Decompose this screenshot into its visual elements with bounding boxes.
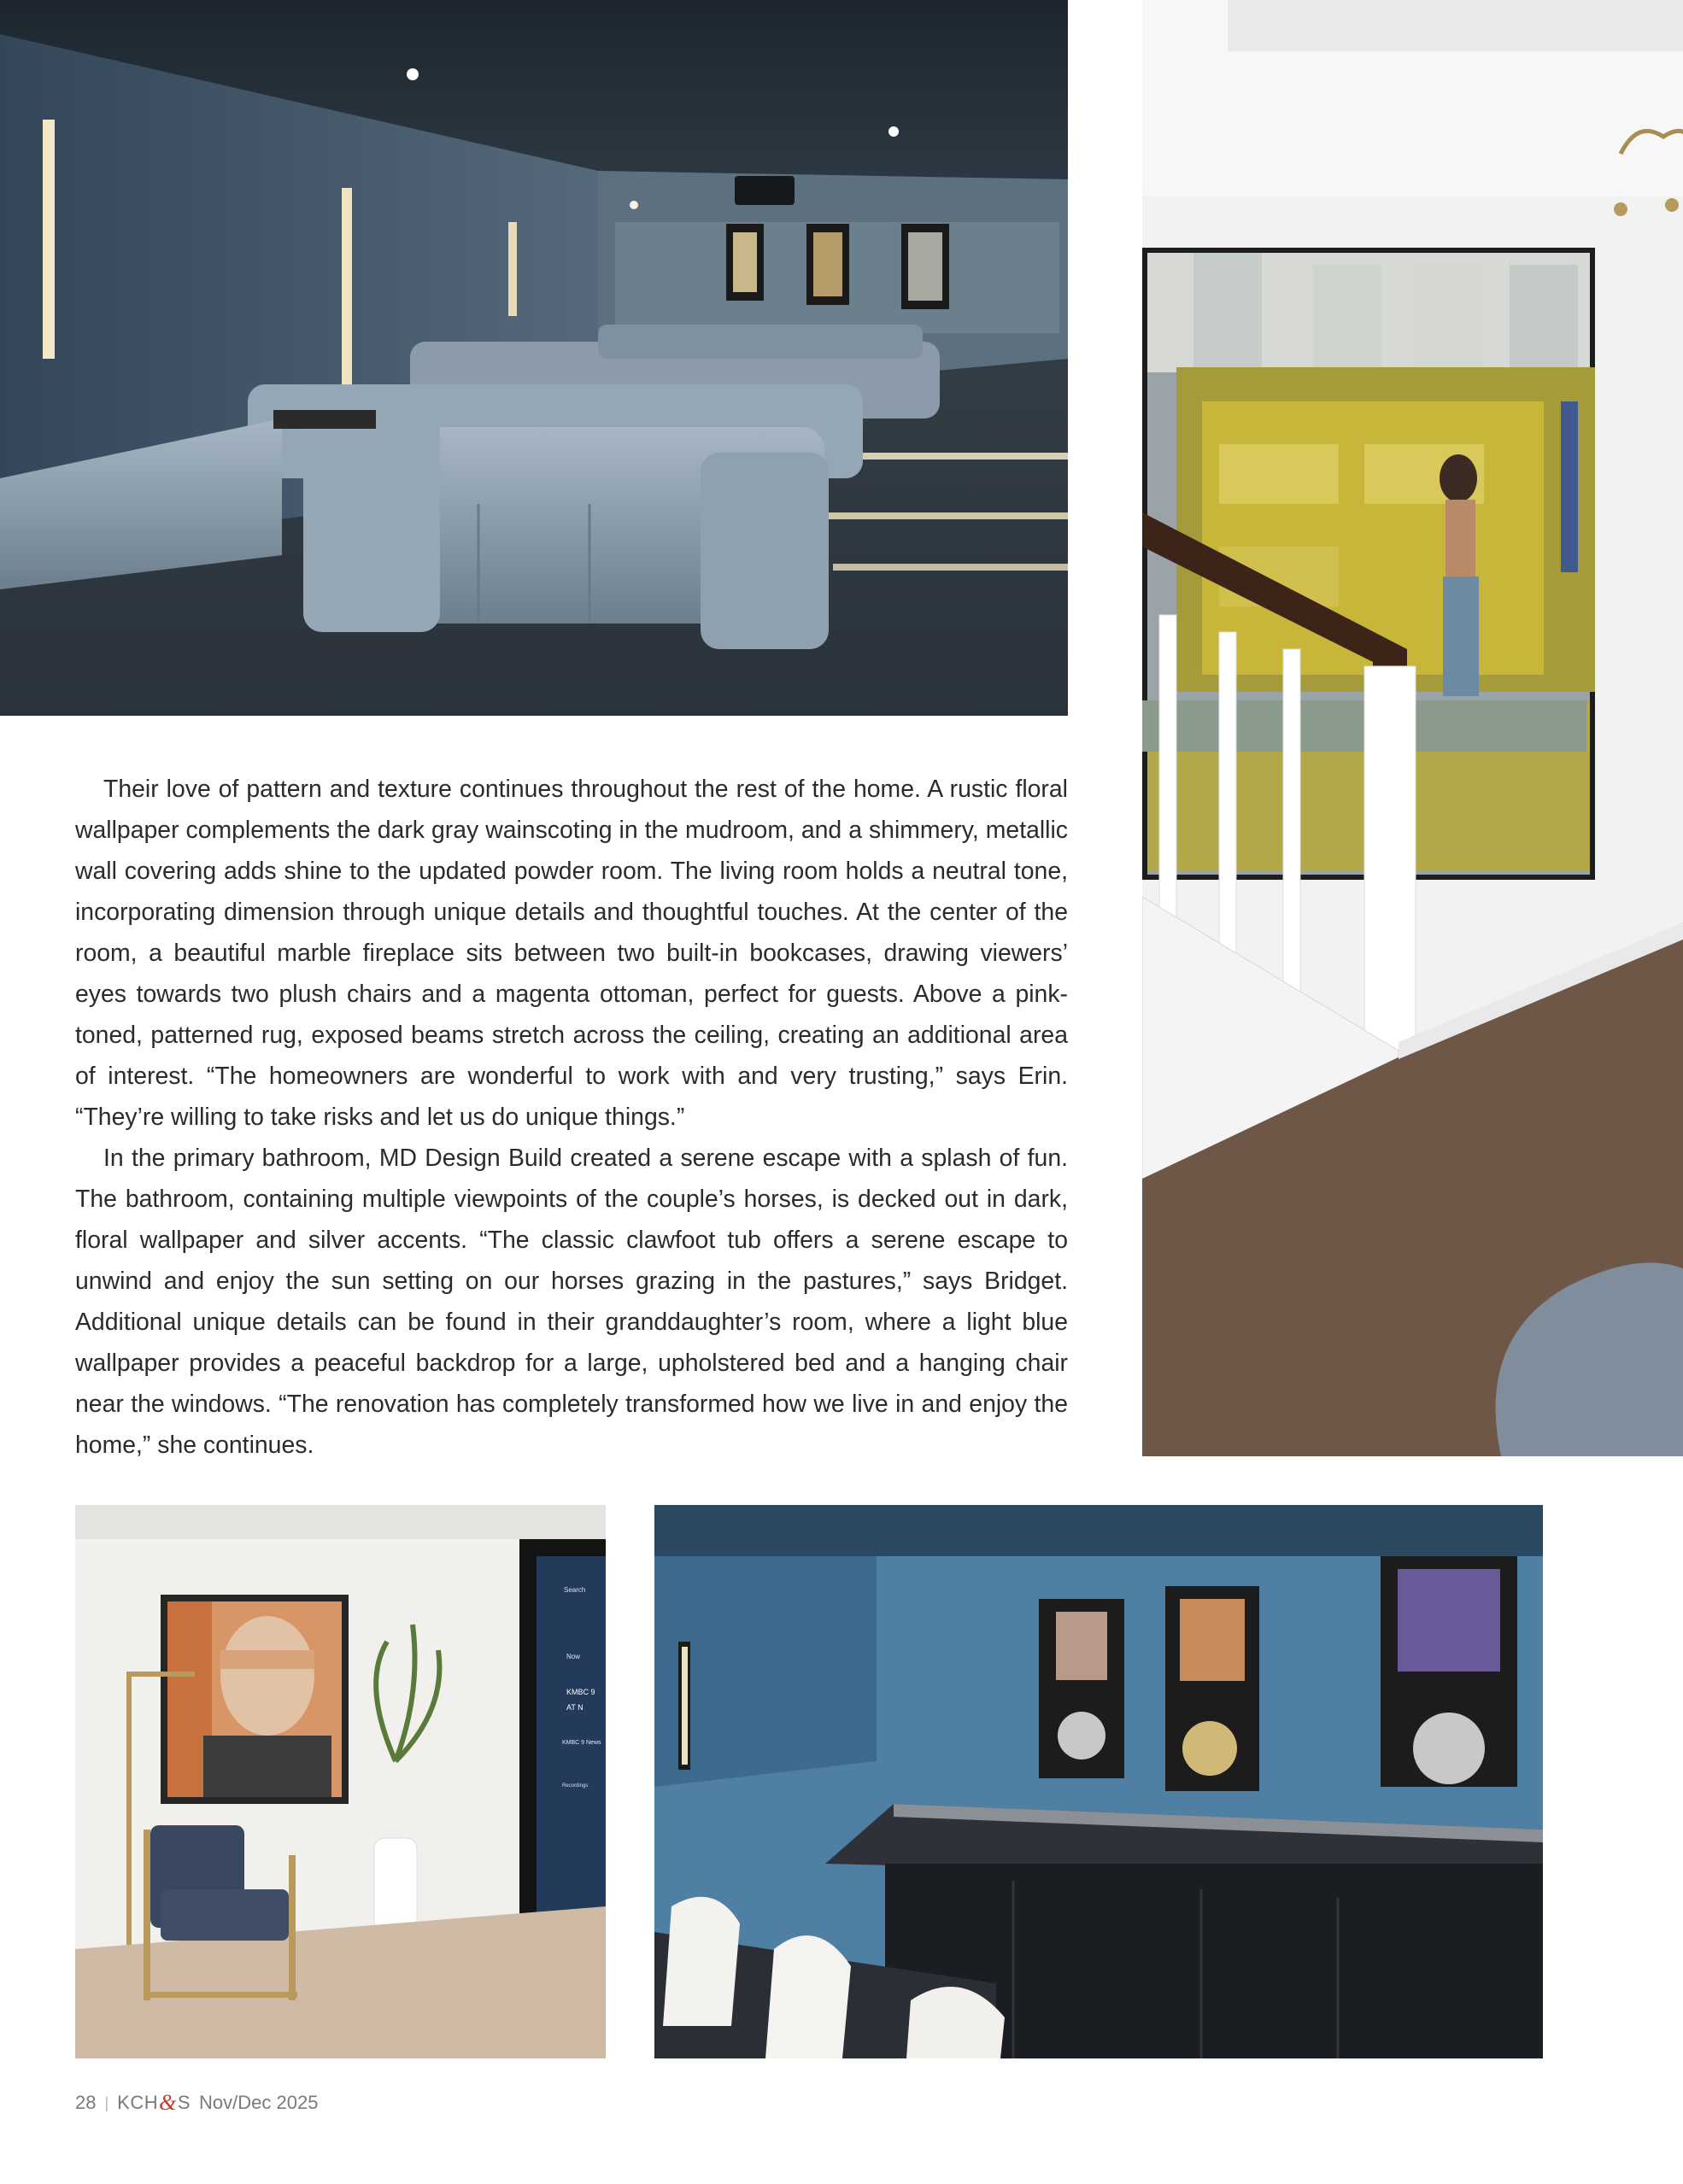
magazine-logo-prefix: KCH [117,2092,159,2113]
home-theater-photo [0,0,1068,716]
issue-date: Nov/Dec 2025 [199,2092,319,2113]
staircase-painting-photo [1142,0,1683,1456]
tv-screen-text-1: Search [564,1586,586,1594]
reading-nook-photo [75,1505,606,2058]
footer-separator: | [104,2093,109,2111]
page-number: 28 [75,2092,97,2113]
tv-screen-text-2: Now [566,1653,581,1660]
article-paragraph-1: Their love of pattern and texture continues throughout the rest of the home. A rustic floral wallpaper complements the dark gray wainscoting in the mudroom, and a shimmery, metallic wall covering adds shine to the updated powder room. The living room holds a neutral tone, incorporating dimension through unique details and thoughtful touches. At the center of the room, a beautiful marble fireplace sits between two built-in bookcases, drawing viewers’ eyes towards two plush chairs and a magenta ottoman, perfect for guests. Above a pink-toned, patterned rug, exposed beams stretch across the ceiling, creating an additional area of interest. “The homeowners are wonderful to work with and very trusting,” says Erin. “They’re willing to take risks and let us do unique things.” [75,776,1068,1131]
tv-screen-text-5: KMBC 9 News [562,1740,601,1746]
page-footer [75,2090,318,2116]
magazine-logo-swash: & [159,2090,177,2115]
article-body [75,769,1068,1466]
magazine-logo [117,2090,191,2116]
tv-screen-text-4: AT N [566,1703,583,1712]
article-paragraph-2: In the primary bathroom, MD Design Build created a serene escape with a splash of fun. The bathroom, containing multiple viewpoints of the couple’s horses, is decked out in dark, floral wallpaper and silver accents. “The classic clawfoot tub offers a serene escape to unwind and enjoy the sun setting on our horses grazing in the pastures,” says Bridget. Additional unique details can be found in their granddaughter’s room, where a light blue wallpaper provides a peaceful backdrop for a large, upholstered bed and a hanging chair near the windows. “The renovation has completely transformed how we live in and enjoy the home,” she continues. [75,1145,1068,1459]
magazine-logo-suffix: S [177,2092,191,2113]
tv-screen-text-3: KMBC 9 [566,1688,595,1696]
tv-screen-text-6: Recordings [562,1783,589,1789]
wet-bar-photo [654,1505,1543,2058]
